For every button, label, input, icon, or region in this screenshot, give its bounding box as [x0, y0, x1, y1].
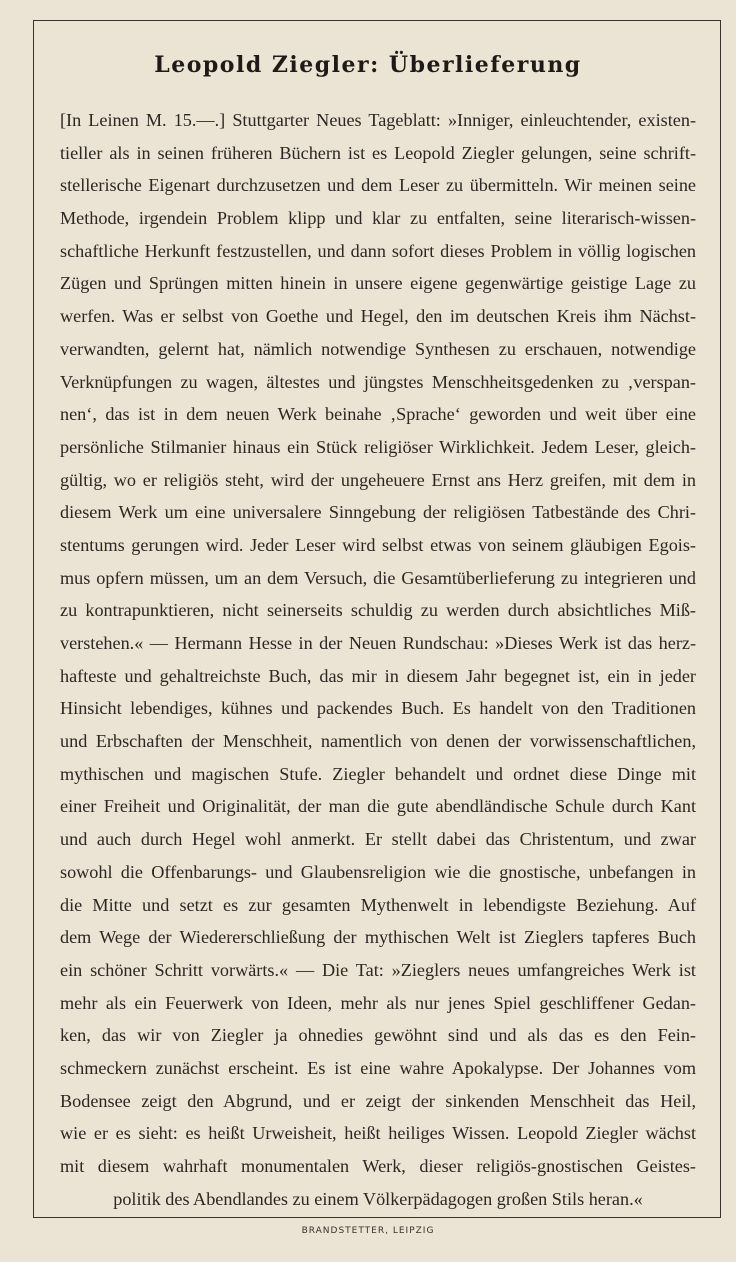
text-line: Hinsicht lebendiges, kühnes und packendes Buch. Es handelt von den Traditionen — [60, 698, 696, 719]
text-line: persönliche Stilmanier hinaus ein Stück religiöser Wirklichkeit. Jedem Leser, gleich- — [60, 436, 696, 457]
text-line: gültig, wo er religiös steht, wird der ungeheuere Ernst ans Herz greifen, mit dem in — [60, 469, 696, 490]
text-line: schmeckern zunächst erscheint. Es ist eine wahre Apokalypse. Der Johannes vom — [60, 1057, 696, 1078]
text-line: Methode, irgendein Problem klipp und klar zu entfalten, seine literarisch-wissen- — [60, 208, 696, 229]
text-line: verwandten, gelernt hat, nämlich notwendige Synthesen zu erschauen, notwendige — [60, 338, 696, 359]
text-line: einer Freiheit und Originalität, der man die gute abendländische Schule durch Kant — [60, 796, 696, 817]
text-line: mit diesem wahrhaft monumentalen Werk, dieser religiös-gnostischen Geistes- — [60, 1156, 696, 1176]
text-line: dem Wege der Wiedererschließung der mythischen Welt ist Zieglers tapferes Buch — [60, 927, 696, 948]
text-line: mehr als ein Feuerwerk von Ideen, mehr als nur jenes Spiel geschliffener Gedan- — [60, 992, 696, 1013]
page-title: Leopold Ziegler: Überlieferung — [154, 52, 582, 78]
text-line: sowohl die Offenbarungs- und Glaubensreligion wie die gnostische, unbefangen in — [60, 861, 696, 882]
text-line: diesem Werk um eine universalere Sinngebung der religiösen Tatbestände des Chri- — [60, 502, 696, 523]
text-line: Zügen und Sprüngen mitten hinein in unsere eigene gegenwärtige geistige Lage zu — [60, 273, 696, 294]
text-line: tieller als in seinen früheren Büchern ist es Leopold Ziegler gelungen, seine schrift- — [60, 142, 696, 163]
text-line: wie er es sieht: es heißt Urweisheit, heißt heiliges Wissen. Leopold Ziegler wächst — [60, 1123, 696, 1144]
text-line: werfen. Was er selbst von Goethe und Hegel, den im deutschen Kreis ihm Nächst- — [60, 306, 696, 327]
text-line: hafteste und gehaltreichste Buch, das mir in diesem Jahr begegnet ist, ein in jeder — [60, 665, 696, 686]
text-line: verstehen.« — Hermann Hesse in der Neuen Rundschau: »Dieses Werk ist das herz- — [60, 633, 696, 653]
text-line: schaftliche Herkunft festzustellen, und dann sofort dieses Problem in völlig logischen — [60, 240, 696, 261]
text-line: die Mitte und setzt es zur gesamten Mythenwelt in lebendigste Beziehung. Auf — [60, 894, 696, 915]
printer-imprint: BRANDSTETTER, LEIPZIG — [301, 1226, 435, 1236]
text-line: Verknüpfungen zu wagen, ältestes und jüngstes Menschheitsgedenken zu ‚verspan- — [60, 371, 696, 392]
text-line: und Erbschaften der Menschheit, namentlich von denen der vorwissenschaftlichen, — [60, 731, 696, 752]
text-line: und auch durch Hegel wohl anmerkt. Er stellt dabei das Christentum, und zwar — [60, 829, 696, 850]
text-line: stellerische Eigenart durchzusetzen und dem Leser zu übermitteln. Wir meinen seine — [60, 175, 696, 196]
text-line: mythischen und magischen Stufe. Ziegler behandelt und ordnet diese Dinge mit — [60, 763, 696, 784]
text-line: [In Leinen M. 15.—.] Stuttgarter Neues Tageblatt: »Inniger, einleuchtender, existen- — [60, 110, 696, 130]
text-line: politik des Abendlandes zu einem Völkerpädagogen großen Stils heran.« — [113, 1188, 643, 1209]
text-line: ein schöner Schritt vorwärts.« — Die Tat: »Zieglers neues umfangreiches Werk ist — [60, 959, 696, 980]
text-line: zu kontrapunktieren, nicht seinerseits schuldig zu werden durch absichtliches Miß- — [60, 600, 696, 621]
text-line: mus opfern müssen, um an dem Versuch, die Gesamtüberlieferung zu integrieren und — [60, 567, 696, 588]
text-line: nen‘, das ist in dem neuen Werk beinahe ‚Sprache‘ geworden und weit über eine — [60, 404, 696, 425]
text-line: Bodensee zeigt den Abgrund, und er zeigt der sinkenden Menschheit das Heil, — [60, 1090, 696, 1111]
text-line: ken, das wir von Ziegler ja ohnedies gewöhnt sind und als das es den Fein- — [60, 1025, 696, 1046]
text-line: stentums gerungen wird. Jeder Leser wird selbst etwas von seinem gläubigen Egois- — [60, 534, 696, 555]
body-text — [60, 104, 696, 1215]
